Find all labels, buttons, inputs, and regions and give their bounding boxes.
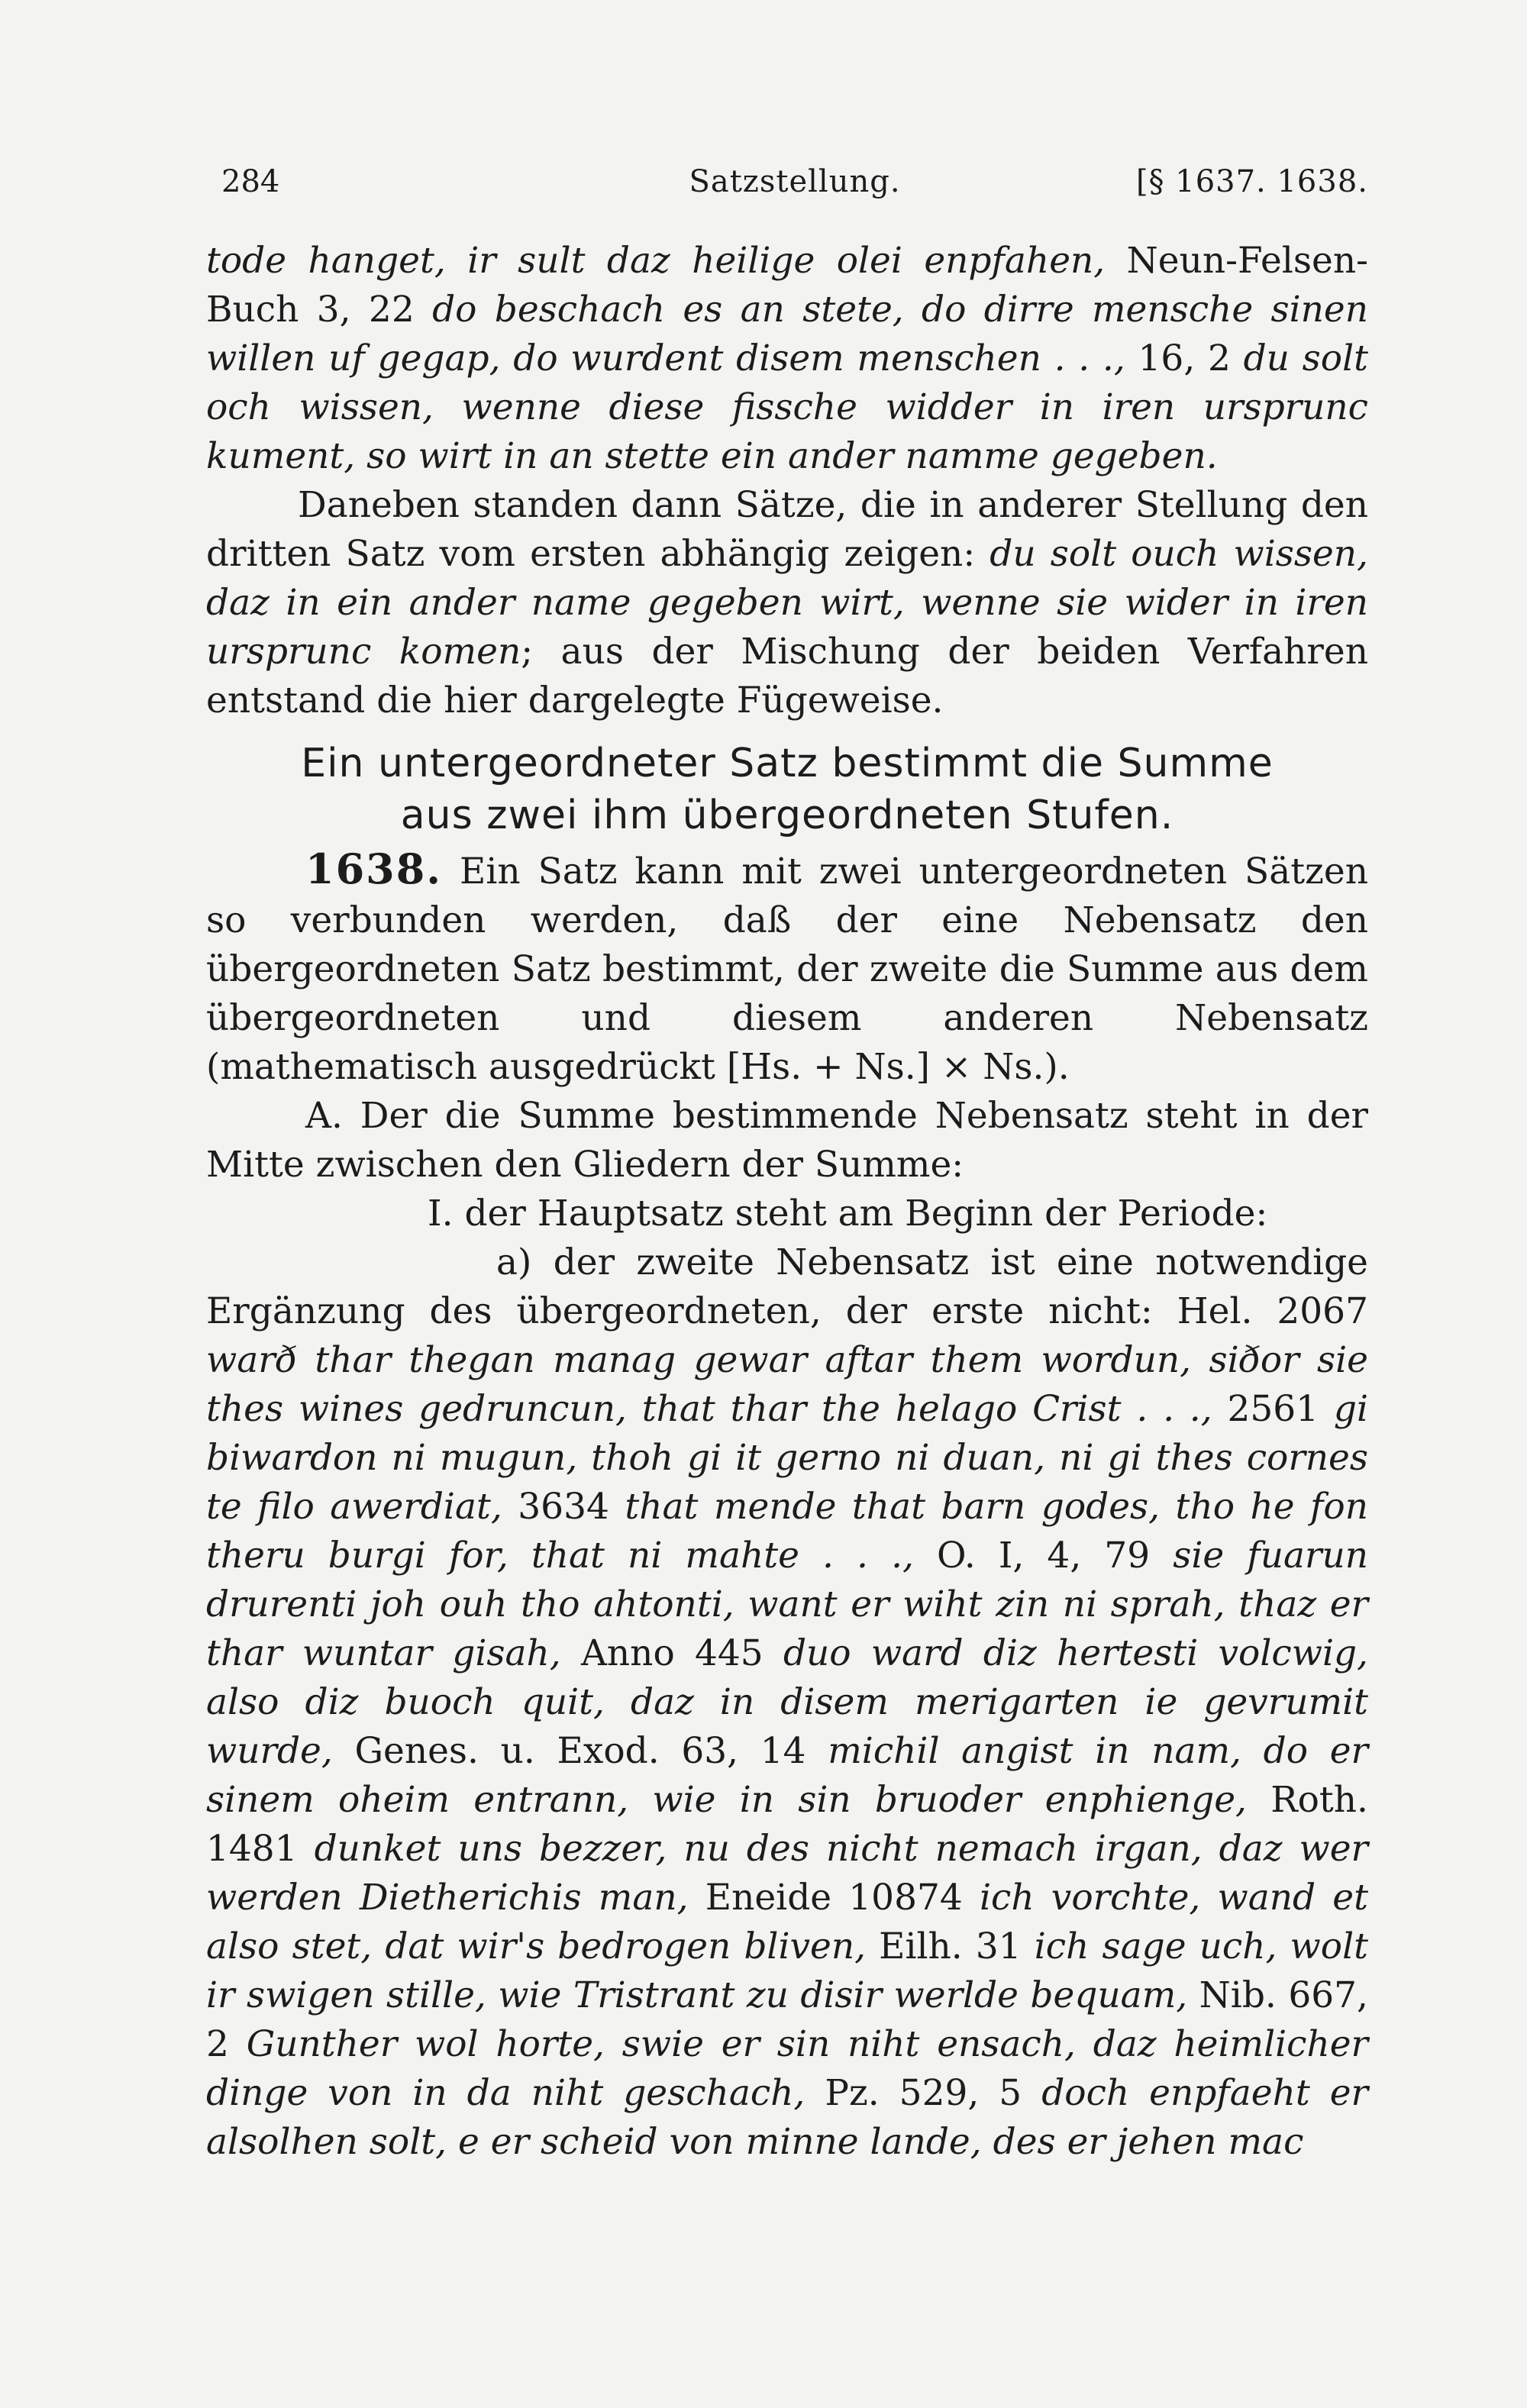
quotation-text: that mende that barn godes, tho he fon theru burgi for, that ni mahte . . ., <box>206 1486 1368 1577</box>
citation-text: Anno 445 <box>560 1632 783 1674</box>
paragraph-a-examples <box>206 1238 1368 2167</box>
paragraph-daneben <box>206 481 1368 725</box>
citation-text: Roth. 1481 <box>206 1779 1368 1870</box>
quotation-text: duo ward diz hertesti volcwig, also diz buoch quit, daz in disem merigarten ie gevrumit wurde, <box>206 1632 1368 1772</box>
paragraph-I: I. der Hauptsatz steht am Beginn der Periode: <box>428 1193 1268 1235</box>
section-reference: [§ 1637. 1638. <box>1135 164 1368 199</box>
citation-text: Nib. 667, 2 <box>206 1974 1368 2065</box>
section-heading-line1: Ein untergeordneter Satz bestimmt die Summe <box>301 741 1274 786</box>
paragraph-continuation <box>206 237 1368 481</box>
quotation-text: michil angist in nam, do er sinem oheim entrann, wie in sin bruoder enphienge, <box>206 1730 1368 1821</box>
quotation-text: du solt ouch wissen, daz in ein ander name gegeben wirt, wenne sie wider in iren ursprunc komen <box>206 533 1368 673</box>
paragraph-1638-text: Ein Satz kann mit zwei untergeordneten Sätzen so verbunden werden, daß der eine Nebensatz den übergeordneten Satz bestimmt, der zweite die Summe aus dem übergeordneten und diesem anderen Nebensatz (mathematisch ausgedrückt [Hs. + Ns.] × Ns.). <box>206 851 1368 1088</box>
citation-text: Genes. u. Exod. 63, 14 <box>332 1730 828 1772</box>
page-number: 284 <box>221 164 280 199</box>
quotation-text: tode hanget, ir sult daz heilige olei enpfahen, <box>206 240 1106 282</box>
quotation-text: sie fuarun drurenti joh ouh tho ahtonti, want er wiht zin ni sprah, thaz er thar wuntar gisah, <box>206 1535 1368 1674</box>
quotation-text: Gunther wol horte, swie er sin niht ensach, daz heimlicher dinge von in da niht geschach, <box>206 2023 1369 2114</box>
page-header <box>221 159 1368 205</box>
citation-text: Eilh. 31 <box>866 1925 1035 1967</box>
running-title: Satzstellung. <box>689 164 901 199</box>
quotation-text: doch enpfaeht er alsolhen solt, e er scheid von minne lande, des er jehen mac <box>206 2072 1368 2163</box>
citation-text: 2561 <box>1212 1388 1334 1430</box>
citation-text: Eneide 10874 <box>688 1877 980 1919</box>
quotation-text: ich sage uch, wolt ir swigen stille, wie Tristrant zu disir werlde bequam, <box>206 1925 1368 2016</box>
citation-text: Daneben standen dann Sätze, die in anderer Stellung den dritten Satz vom ersten abhängig zeigen: <box>206 484 1368 575</box>
quotation-text: warð thar thegan manag gewar aftar them wordun, siðor sie thes wines gedruncun, that thar the helago Crist . . ., <box>206 1339 1368 1430</box>
citation-text: ; aus der Mischung der beiden Verfahren entstand die hier dargelegte Fügeweise. <box>206 631 1368 721</box>
paragraph-1638 <box>206 844 1368 1092</box>
citation-text: a) der zweite Nebensatz ist eine notwendige Ergänzung des übergeordneten, der erste nicht: Hel. 2067 <box>206 1241 1368 1332</box>
section-heading-line2: aus zwei ihm übergeordneten Stufen. <box>400 792 1174 838</box>
citation-text: 3634 <box>502 1486 625 1528</box>
citation-text: Pz. 529, 5 <box>805 2072 1042 2114</box>
quotation-text: gi biwardon ni mugun, thoh gi it gerno ni duan, ni gi thes cornes te filo awerdiat, <box>206 1388 1369 1528</box>
citation-text: O. I, 4, 79 <box>913 1535 1173 1577</box>
paragraph-number: 1638. <box>305 844 443 893</box>
paragraph-A: A. Der die Summe bestimmende Nebensatz steht in der Mitte zwischen den Gliedern der Summe: <box>206 1095 1368 1186</box>
citation-text: Neun-Felsen-Buch 3, 22 <box>206 240 1368 331</box>
section-heading <box>206 738 1368 841</box>
quotation-text: ich vorchte, wand et also stet, dat wir's bedrogen bliven, <box>206 1877 1368 1967</box>
quotation-text: du solt och wissen, wenne diese fissche widder in iren ursprunc kument, so wirt in an stette ein ander namme gegeben. <box>206 337 1369 477</box>
quotation-text: do beschach es an stete, do dirre mensche sinen willen uf gegap, do wurdent disem menschen . . ., <box>206 289 1368 379</box>
quotation-text: dunket uns bezzer, nu des nicht nemach irgan, daz wer werden Dietherichis man, <box>206 1828 1368 1919</box>
citation-text: 16, 2 <box>1125 337 1244 379</box>
page-body <box>206 237 1368 2167</box>
